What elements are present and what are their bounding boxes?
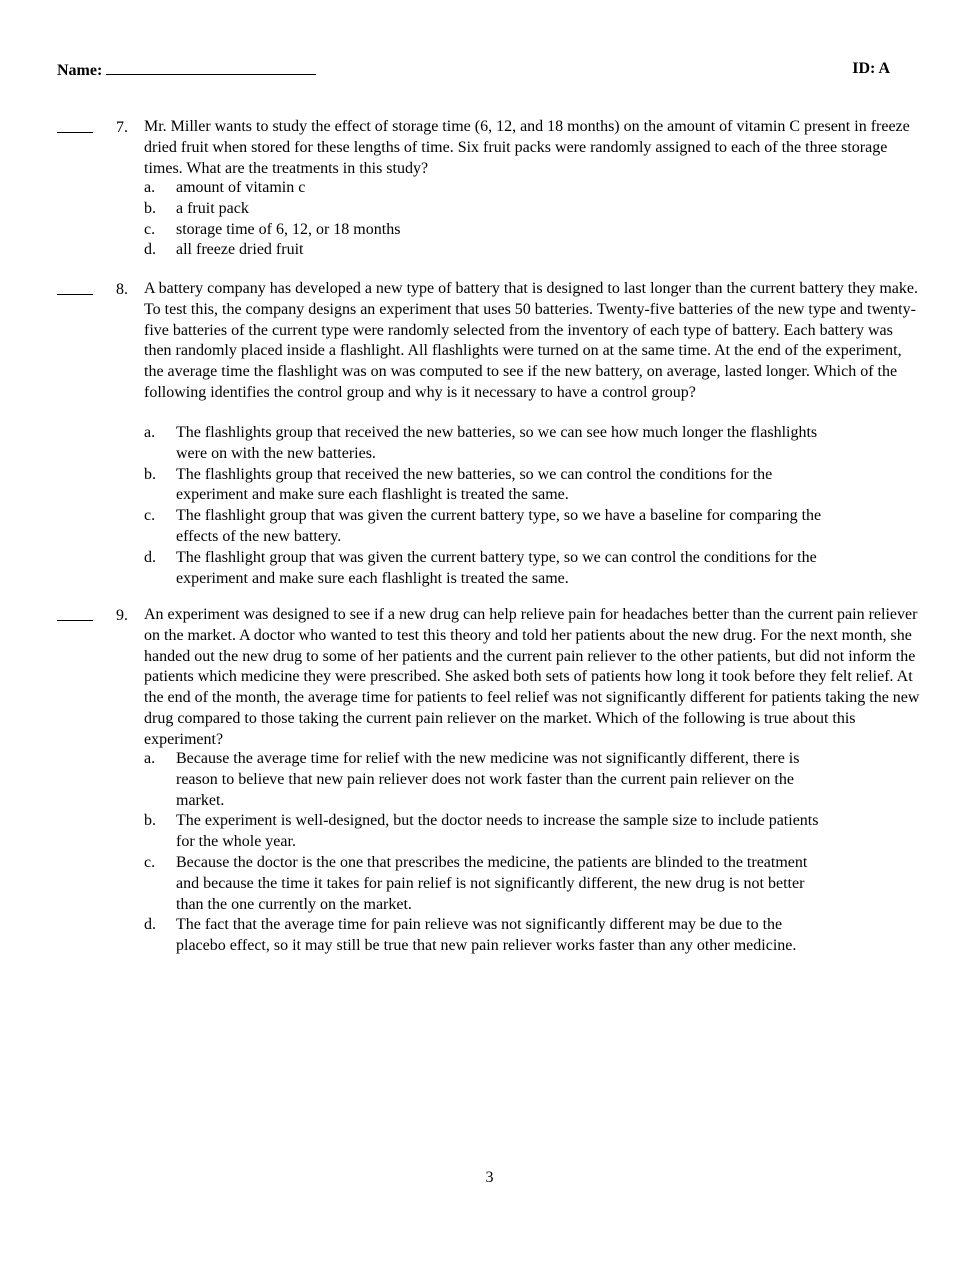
choice-text: The flashlight group that was given the current battery type, so we can control the conditions for the experiment and make sure each flashlight is treated the same. — [176, 548, 817, 587]
choice-c — [144, 220, 824, 241]
choice-text: The flashlights group that received the new batteries, so we can see how much longer the flashlights were on with the new batteries. — [176, 424, 818, 462]
choice-b — [144, 811, 824, 853]
choice-letter: a. — [144, 750, 156, 767]
question-stem: An experiment was designed to see if a new drug can help relieve pain for headaches better than the current pain reliever on the market. A doctor who wanted to test this theory and told her patients about the new drug. For the next month, she handed out the new drug to some of her patients and the current pain reliever to the other patients, but did not inform the patients which medicine they were prescribed. She asked both sets of patients how long it took before they felt relief. At the end of the month, the average time for patients to feel relief was not significantly different for patients taking the new drug compared to those taking the current pain reliever on the market. Which of the following is true about this experiment? — [144, 606, 920, 748]
question-number: 7. — [116, 119, 128, 136]
answer-blank — [57, 293, 93, 295]
answer-blank — [57, 131, 93, 133]
choice-text: storage time of 6, 12, or 18 months — [176, 220, 401, 238]
choice-a — [144, 178, 824, 199]
name-blank-line — [106, 60, 316, 75]
name-label: Name: — [57, 62, 103, 79]
answer-blank — [57, 619, 93, 621]
question-stem: A battery company has developed a new type of battery that is designed to last longer than the current battery they make. To test this, the company designs an experiment that uses 50 batteries. Twenty-five batteries of the new type and twenty-five batteries of the current type were randomly selected from the inventory of each type of battery. Each battery was then randomly placed inside a flashlight. All flashlights were turned on at the same time. At the end of the experiment, the average time the flashlight was on was computed to see if the new battery, on average, lasted longer. Which of the following identifies the control group and why is it necessary to have a control group? — [144, 280, 918, 401]
choice-letter: a. — [144, 424, 156, 441]
choice-d — [144, 240, 824, 261]
choice-a — [144, 423, 824, 465]
answer-choices — [144, 178, 824, 261]
choice-letter: b. — [144, 465, 156, 483]
choice-text: Because the average time for relief with the new medicine was not significantly different, there is reason to believe that new pain reliever does not work faster than the current pain reliever on the market. — [176, 750, 800, 809]
choice-a — [144, 749, 824, 811]
choice-letter: b. — [144, 812, 156, 830]
choice-text: The fact that the average time for pain relieve was not significantly different may be due to the placebo effect, so it may still be true that new pain reliever works faster than any other medicine. — [176, 916, 797, 955]
choice-b — [144, 199, 824, 220]
choice-text: The experiment is well-designed, but the doctor needs to increase the sample size to include patients for the whole year. — [176, 812, 819, 851]
choice-letter: c. — [144, 853, 156, 871]
choice-c — [144, 853, 824, 915]
answer-choices — [144, 423, 824, 589]
choice-text: The flashlight group that was given the current battery type, so we have a baseline for comparing the effects of the new battery. — [176, 507, 822, 545]
choice-letter: c. — [144, 507, 156, 525]
choice-letter: a. — [144, 179, 156, 196]
id-label: ID: A — [852, 60, 890, 77]
question-number: 8. — [116, 281, 128, 298]
choice-text: all freeze dried fruit — [176, 241, 304, 259]
choice-d — [144, 548, 824, 590]
choice-b — [144, 465, 824, 507]
choice-text: Because the doctor is the one that prescribes the medicine, the patients are blinded to the treatment and because the time it takes for pain relief is not significantly different, the new drug is not better than the one currently on the market. — [176, 853, 808, 913]
question-number: 9. — [116, 607, 128, 624]
name-field — [57, 60, 316, 80]
answer-choices — [144, 749, 824, 957]
choice-letter: d. — [144, 548, 156, 566]
page-header — [57, 60, 890, 82]
question-stem: Mr. Miller wants to study the effect of storage time (6, 12, and 18 months) on the amount of vitamin C present in freeze dried fruit when stored for these lengths of time. Six fruit packs were randomly assigned to each of the three storage times. What are the treatments in this study? — [144, 118, 910, 177]
choice-letter: c. — [144, 220, 156, 238]
choice-d — [144, 915, 824, 957]
choice-letter: b. — [144, 199, 156, 217]
choice-text: amount of vitamin c — [176, 179, 306, 196]
choice-letter: d. — [144, 916, 156, 934]
page-number: 3 — [485, 1169, 494, 1186]
choice-letter: d. — [144, 241, 156, 259]
choice-text: a fruit pack — [176, 199, 249, 217]
choice-text: The flashlights group that received the new batteries, so we can control the conditions for the experiment and make sure each flashlight is treated the same. — [176, 465, 773, 504]
choice-c — [144, 506, 824, 548]
